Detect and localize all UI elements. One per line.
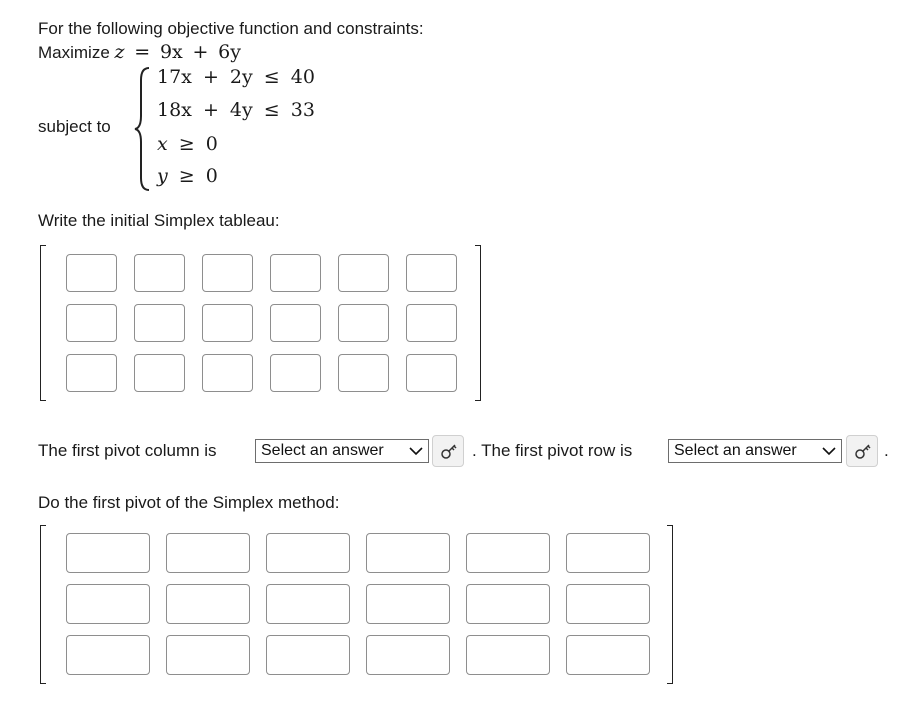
- first-pivot-cell-r2-c3[interactable]: [266, 584, 350, 624]
- objective-term-2: 6y: [218, 41, 241, 63]
- first-pivot-left-bracket: [40, 525, 46, 684]
- initial-tableau-cell-r1-c6[interactable]: [406, 254, 457, 292]
- initial-tableau-cell-r3-c5[interactable]: [338, 354, 389, 392]
- first-pivot-cell-r1-c2[interactable]: [166, 533, 250, 573]
- initial-tableau-cell-r3-c2[interactable]: [134, 354, 185, 392]
- pivot-row-select[interactable]: [668, 439, 842, 463]
- constraint-4-rhs: 0: [205, 165, 218, 187]
- initial-tableau-cell-r1-c2[interactable]: [134, 254, 185, 292]
- first-pivot-cell-r1-c1[interactable]: [66, 533, 150, 573]
- pivot-row-prefix: . The first pivot row is: [472, 441, 633, 460]
- initial-tableau-cell-r3-c4[interactable]: [270, 354, 321, 392]
- key-icon: [853, 442, 873, 462]
- first-pivot-prompt: Do the first pivot of the Simplex method:: [38, 493, 340, 512]
- pivot-column-select[interactable]: [255, 439, 429, 463]
- objective-plus: +: [192, 41, 209, 63]
- maximize-label: Maximize: [38, 43, 110, 62]
- first-pivot-cell-r3-c2[interactable]: [166, 635, 250, 675]
- constraint-2-term-a: 18x: [157, 99, 192, 121]
- pivot-row-select-value: Select an answer: [674, 442, 797, 459]
- initial-tableau-cell-r2-c1[interactable]: [66, 304, 117, 342]
- initial-tableau-prompt: Write the initial Simplex tableau:: [38, 211, 280, 230]
- first-pivot-cell-r2-c2[interactable]: [166, 584, 250, 624]
- chevron-down-icon: [409, 445, 423, 457]
- constraint-1-term-b: 2y: [229, 66, 253, 88]
- pivot-row-key-button[interactable]: [846, 435, 878, 467]
- initial-tableau-cell-r2-c2[interactable]: [134, 304, 185, 342]
- initial-tableau-cell-r1-c5[interactable]: [338, 254, 389, 292]
- constraint-2: [157, 99, 315, 121]
- constraint-2-rhs: 33: [290, 99, 315, 121]
- pivot-column-key-button[interactable]: [432, 435, 464, 467]
- first-pivot-cell-r3-c3[interactable]: [266, 635, 350, 675]
- objective-lhs: z: [114, 41, 125, 63]
- pivot-column-prefix: The first pivot column is: [38, 441, 217, 460]
- objective-term-1: 9x: [159, 41, 183, 63]
- constraint-4: [157, 165, 218, 187]
- constraint-3-rel: ≥: [178, 133, 195, 155]
- chevron-down-icon: [822, 445, 836, 457]
- first-pivot-cell-r3-c6[interactable]: [566, 635, 650, 675]
- constraint-4-rel: ≥: [178, 165, 195, 187]
- initial-tableau-cell-r1-c1[interactable]: [66, 254, 117, 292]
- pivot-column-select-value: Select an answer: [261, 442, 384, 459]
- initial-tableau-cell-r2-c3[interactable]: [202, 304, 253, 342]
- first-pivot-cell-r2-c4[interactable]: [366, 584, 450, 624]
- initial-tableau-cell-r2-c6[interactable]: [406, 304, 457, 342]
- problem-intro: For the following objective function and constraints:: [38, 19, 424, 38]
- initial-tableau-cell-r3-c3[interactable]: [202, 354, 253, 392]
- constraint-2-op: +: [202, 99, 219, 121]
- first-pivot-cell-r1-c5[interactable]: [466, 533, 550, 573]
- first-pivot-cell-r2-c6[interactable]: [566, 584, 650, 624]
- constraint-2-term-b: 4y: [229, 99, 253, 121]
- first-pivot-cell-r2-c1[interactable]: [66, 584, 150, 624]
- constraint-4-term-a: y: [157, 165, 168, 187]
- initial-tableau-right-bracket: [475, 245, 481, 401]
- first-pivot-cell-r3-c4[interactable]: [366, 635, 450, 675]
- initial-tableau-left-bracket: [40, 245, 46, 401]
- first-pivot-cell-r3-c1[interactable]: [66, 635, 150, 675]
- constraint-3: [157, 133, 218, 155]
- constraint-1: [157, 66, 315, 88]
- left-brace-icon: [133, 66, 153, 192]
- initial-tableau-cell-r1-c3[interactable]: [202, 254, 253, 292]
- constraint-1-rel: ≤: [263, 66, 280, 88]
- objective-eq: =: [134, 41, 151, 63]
- initial-tableau-cell-r3-c6[interactable]: [406, 354, 457, 392]
- subject-to-label: subject to: [38, 117, 111, 136]
- constraint-1-rhs: 40: [290, 66, 315, 88]
- first-pivot-cell-r3-c5[interactable]: [466, 635, 550, 675]
- initial-tableau-cell-r2-c5[interactable]: [338, 304, 389, 342]
- first-pivot-cell-r1-c4[interactable]: [366, 533, 450, 573]
- key-icon: [439, 442, 459, 462]
- first-pivot-right-bracket: [667, 525, 673, 684]
- first-pivot-cell-r1-c6[interactable]: [566, 533, 650, 573]
- initial-tableau-cell-r1-c4[interactable]: [270, 254, 321, 292]
- first-pivot-cell-r2-c5[interactable]: [466, 584, 550, 624]
- constraint-2-rel: ≤: [263, 99, 280, 121]
- initial-tableau-cell-r2-c4[interactable]: [270, 304, 321, 342]
- first-pivot-cell-r1-c3[interactable]: [266, 533, 350, 573]
- initial-tableau-cell-r3-c1[interactable]: [66, 354, 117, 392]
- pivot-end-period: .: [884, 441, 889, 460]
- constraint-3-rhs: 0: [205, 133, 218, 155]
- constraint-1-term-a: 17x: [157, 66, 192, 88]
- constraint-3-term-a: x: [157, 133, 168, 155]
- objective-line: [38, 41, 241, 63]
- constraint-1-op: +: [202, 66, 219, 88]
